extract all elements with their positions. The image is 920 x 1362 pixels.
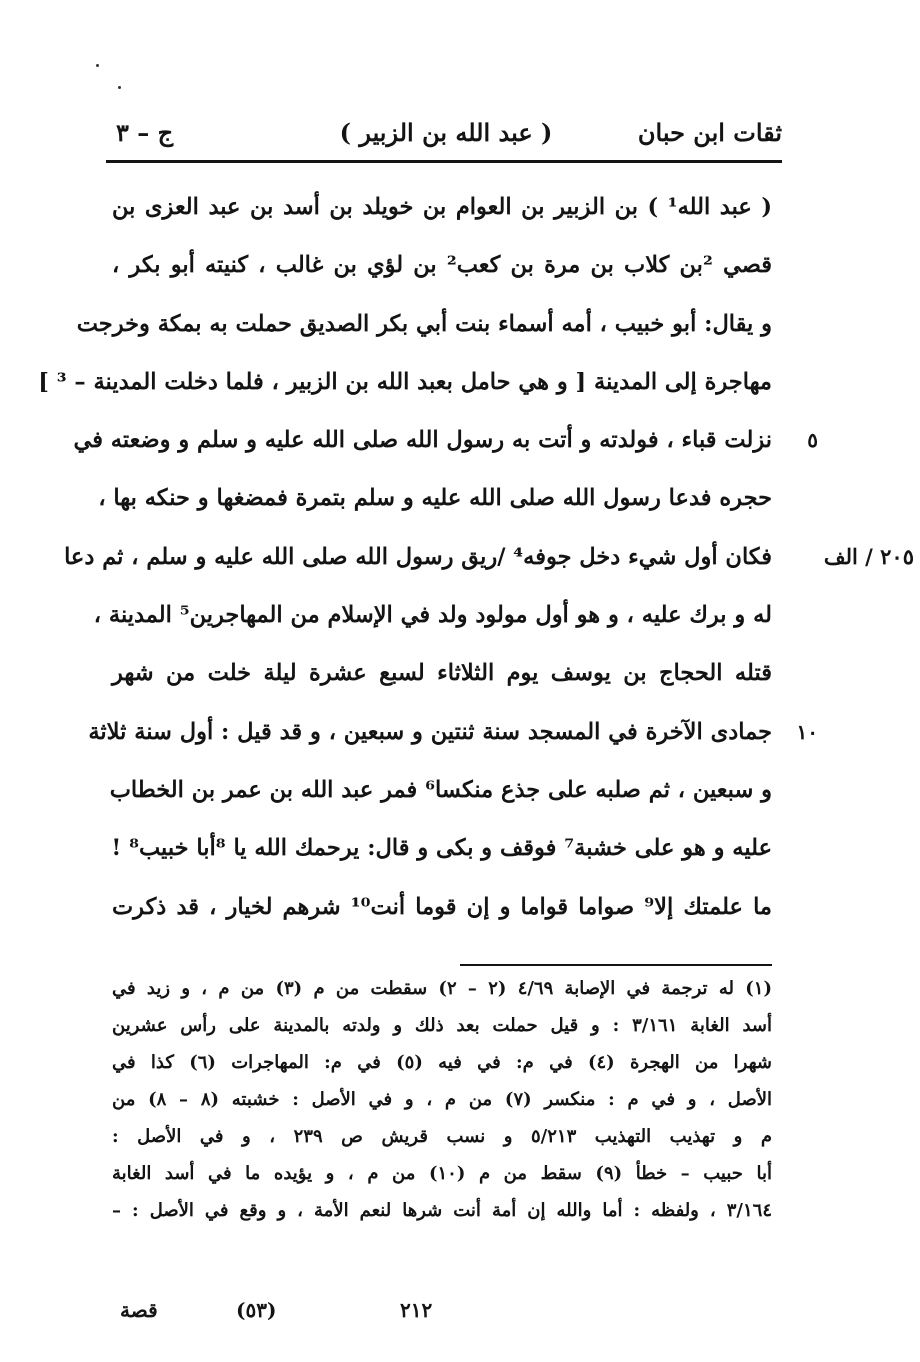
footnote-line: أسد الغابة ٣/١٦١ : و قيل حملت بعد ذلك و ولدته بالمدينة على رأس عشرين (112, 1015, 772, 1036)
section-number: (٥٣) (236, 1298, 277, 1322)
text-line: ما علمتك إلا⁹ صواما قواما و إن قوما أنت¹⁰ شرهم لخيار ، قد ذكرت (112, 893, 772, 920)
text-line: و يقال: أبو خبيب ، أمه أسماء بنت أبي بكر الصديق حملت به بمكة وخرجت (76, 310, 772, 337)
text-line: حجره فدعا رسول الله صلى الله عليه و سلم بتمرة فمضغها و حنكه بها ، (98, 485, 772, 512)
text-line: و سبعين ، ثم صلبه على جذع منكسا⁶ فمر عبد الله بن عمر بن الخطاب (109, 776, 772, 803)
text-line: قصي ²بن كلاب بن مرة بن كعب² بن لؤي بن غالب ، كنيته أبو بكر ، (112, 252, 772, 279)
footnote-rule (460, 964, 772, 966)
page-footer (110, 1292, 790, 1332)
line-number: ١٠ (796, 719, 818, 744)
volume-label: ج – ٣ (116, 118, 174, 147)
catchword: قصة (120, 1298, 158, 1322)
scan-speck (118, 86, 121, 89)
section-title: ( عبد الله بن الزبير ) (339, 118, 553, 147)
body-text (38, 178, 914, 936)
text-line: ( عبد الله¹ ) بن الزبير بن العوام بن خويلد بن أسد بن عبد العزى بن (112, 194, 772, 220)
footnote-line: (١) له ترجمة في الإصابة ٤/٦٩ (٢ – ٢) سقطت من م (٣) من م ، و زيد في (112, 978, 772, 999)
text-line: نزلت قباء ، فولدته و أتت به رسول الله صلى الله عليه و سلم و وضعته في ٥ (112, 411, 772, 469)
footnote-line: م و تهذيب التهذيب ٥/٢١٣ و نسب قريش ص ٢٣٩ ، و في الأصل : (112, 1126, 772, 1147)
footnote-line: الأصل ، و في م : منكسر (٧) من م ، و في الأصل : خشبته (٨ – ٨) من (112, 1089, 772, 1110)
footnote-line: ٣/١٦٤ ، ولفظه : أما والله إن أمة أنت شرها لنعم الأمة ، و وقع في الأصل : – (112, 1200, 772, 1221)
text-line: مهاجرة إلى المدينة [ و هي حامل بعبد الله بن الزبير ، فلما دخلت المدينة – ³ ] (38, 368, 772, 395)
manuscript-folio-marker: ٢٠٥ / الف (823, 543, 914, 569)
page-number: ٢١٢ (400, 1298, 433, 1322)
header-rule (106, 160, 782, 163)
text-line: فكان أول شيء دخل جوفه⁴ /ريق رسول الله صلى الله عليه و سلم ، ثم دعا ٢٠٥ / الف (112, 528, 772, 586)
text-line: له و برك عليه ، و هو أول مولود ولد في الإسلام من المهاجرين⁵ المدينة ، (93, 602, 772, 629)
footnote-line: شهرا من الهجرة (٤) في م: في فيه (٥) في م: المهاجرات (٦) كذا في (112, 1052, 772, 1073)
running-header (110, 112, 782, 156)
book-title: ثقات ابن حبان (637, 118, 782, 147)
line-number: ٥ (807, 428, 818, 453)
text-line: جمادى الآخرة في المسجد سنة ثنتين و سبعين ، و قد قيل : أول سنة ثلاثة ١٠ (112, 703, 772, 761)
footnote-line: أبا حبيب – خطأ (٩) سقط من م (١٠) من م ، و يؤيده ما في أسد الغابة (112, 1163, 772, 1184)
text-line: قتله الحجاج بن يوسف يوم الثلاثاء لسبع عشرة ليلة خلت من شهر (112, 660, 772, 687)
footnotes (112, 970, 772, 1229)
text-line: عليه و هو على خشبة⁷ فوقف و بكى و قال: يرحمك الله يا ⁸أبا خبيب⁸ ! (111, 835, 772, 862)
scan-speck (96, 64, 99, 67)
